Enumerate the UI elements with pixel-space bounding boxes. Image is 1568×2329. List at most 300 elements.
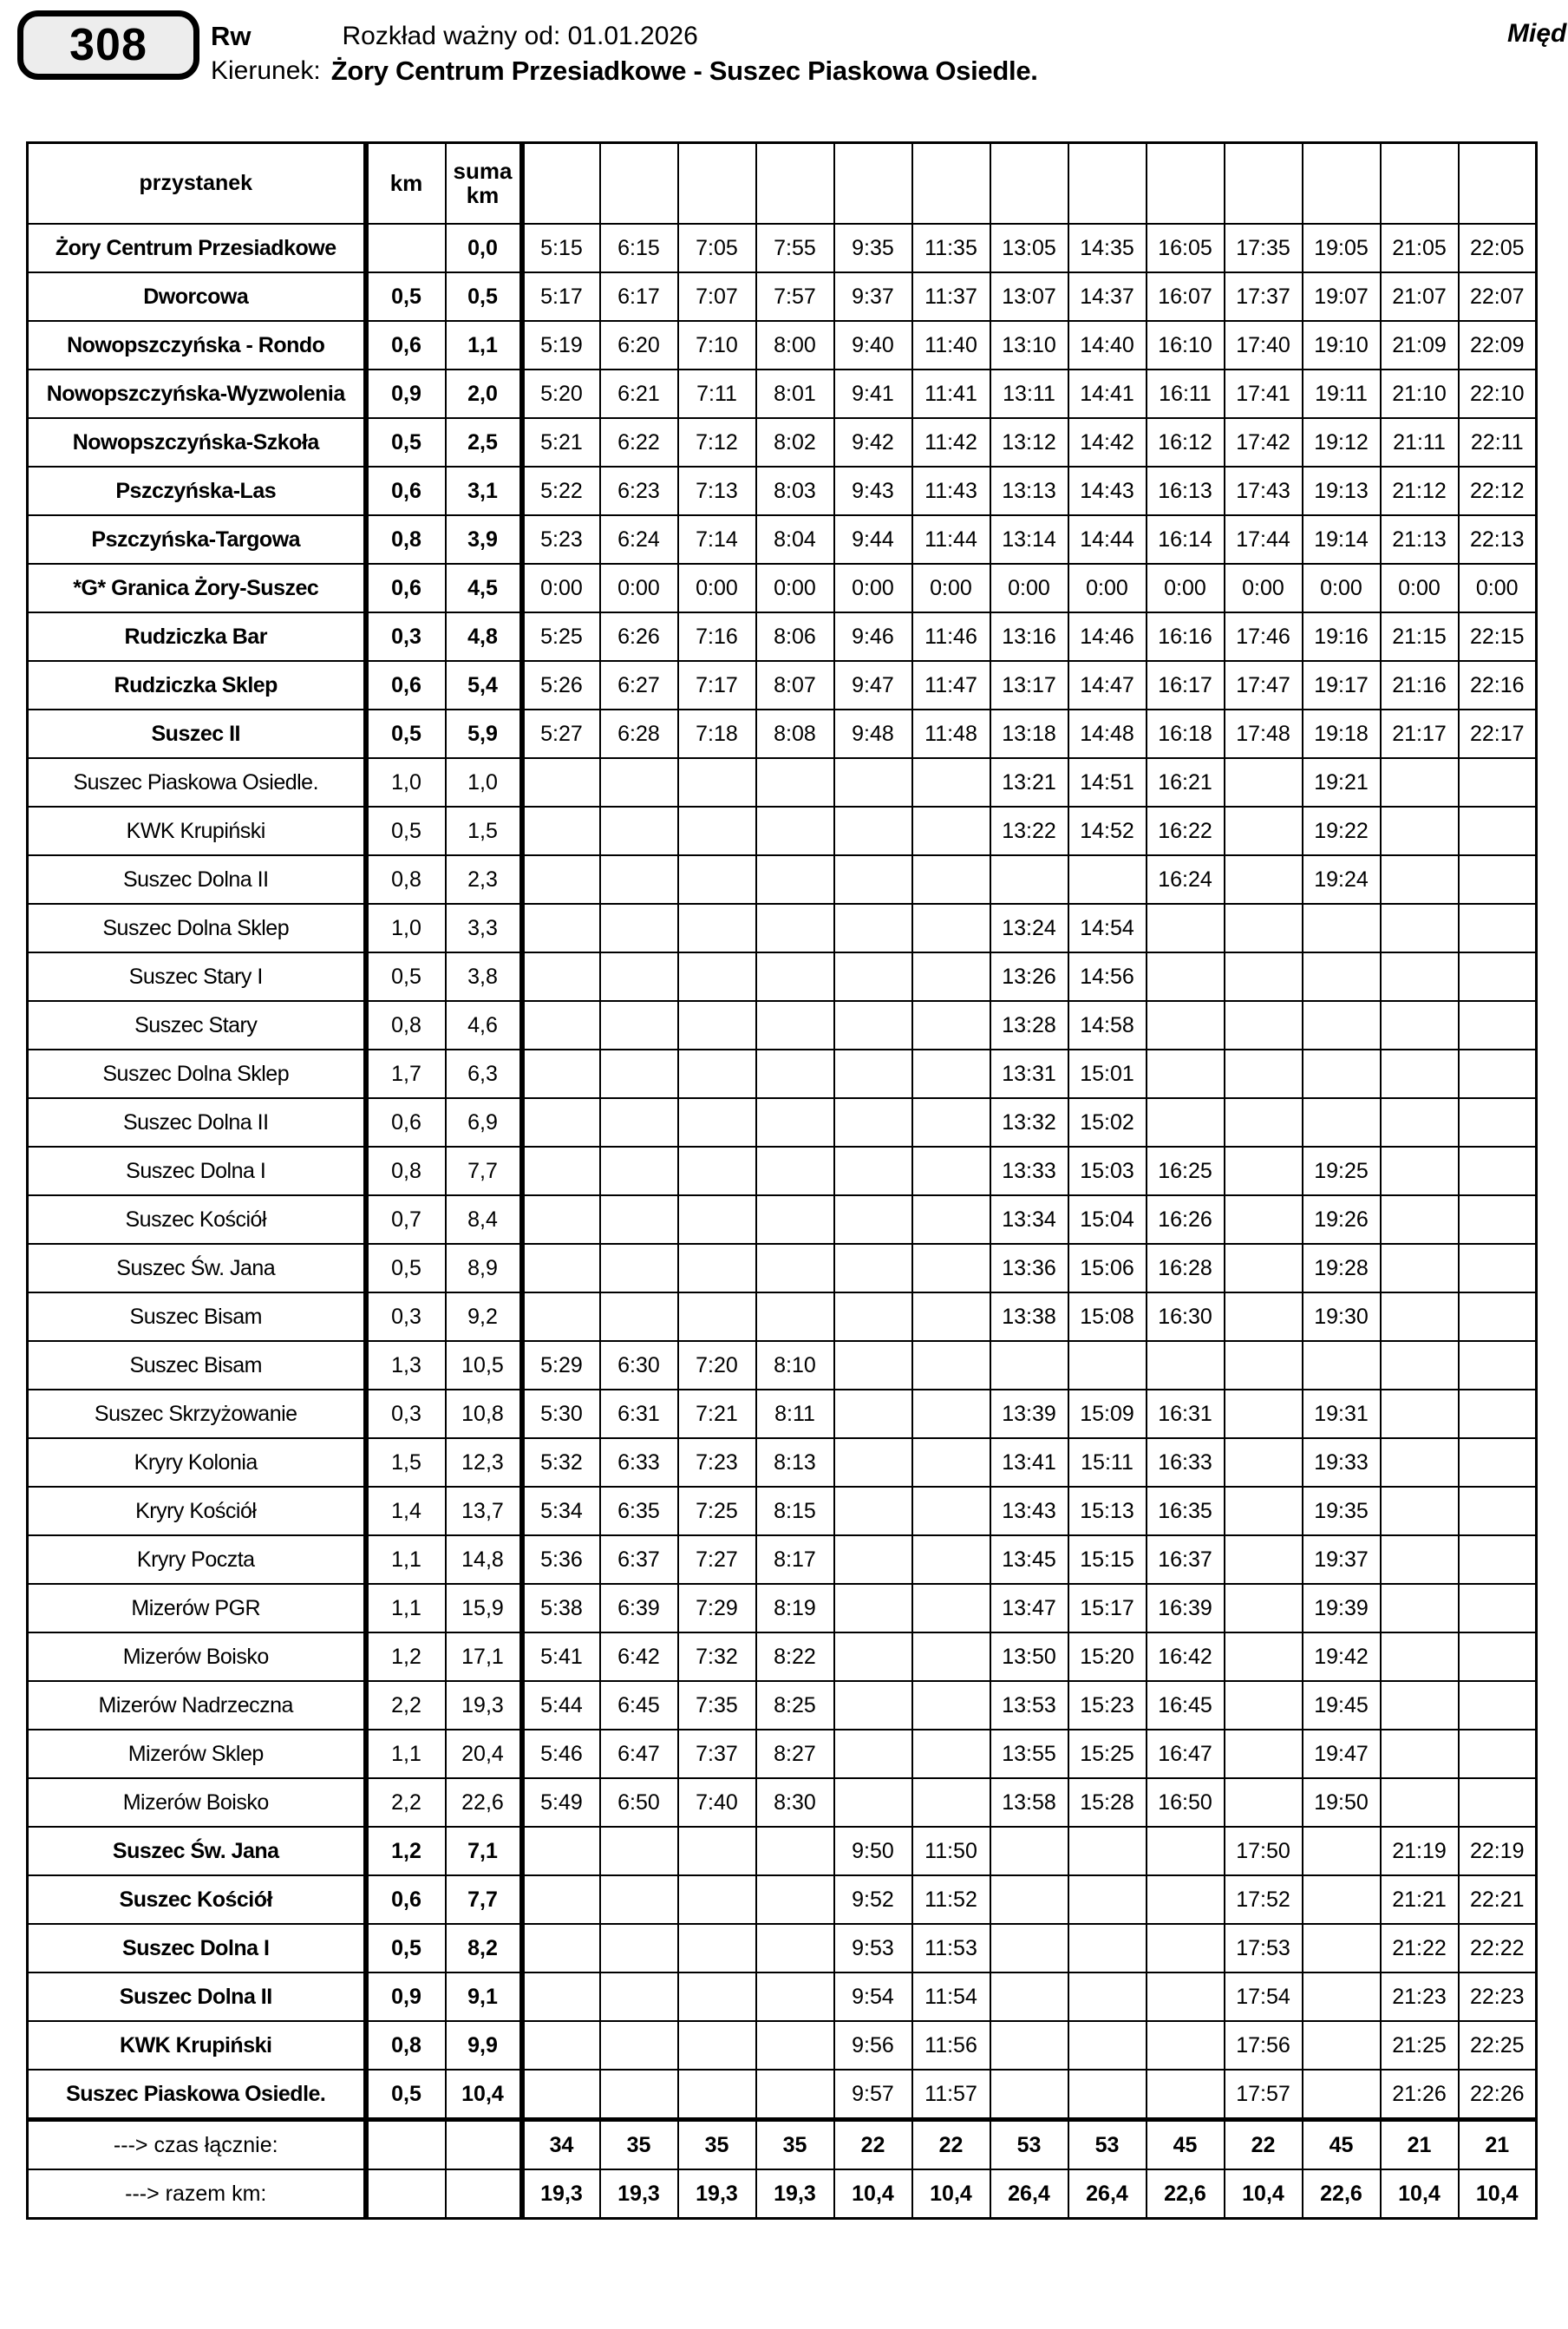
time-cell: 5:34 bbox=[522, 1487, 600, 1535]
table-row bbox=[28, 418, 1537, 467]
time-cell: 5:32 bbox=[522, 1438, 600, 1487]
time-cell bbox=[1381, 1730, 1459, 1778]
time-cell: 13:13 bbox=[990, 467, 1068, 515]
time-cell bbox=[522, 2070, 600, 2120]
header-line-2 bbox=[211, 54, 1038, 88]
time-cell bbox=[1459, 1487, 1537, 1535]
time-cell: 21:15 bbox=[1381, 612, 1459, 661]
time-cell: 11:41 bbox=[912, 370, 990, 418]
time-cell: 14:41 bbox=[1068, 370, 1147, 418]
table-row bbox=[28, 1681, 1537, 1730]
table-row bbox=[28, 1098, 1537, 1147]
km-cell: 0,8 bbox=[366, 515, 446, 564]
footer-label-cell: ---> razem km: bbox=[28, 2169, 366, 2219]
time-cell: 9:41 bbox=[834, 370, 912, 418]
time-cell bbox=[1225, 1341, 1303, 1390]
time-cell bbox=[1303, 1875, 1381, 1924]
time-cell: 0:00 bbox=[1459, 564, 1537, 612]
time-cell bbox=[912, 1730, 990, 1778]
stop-name-cell: Suszec II bbox=[28, 710, 366, 758]
time-cell: 13:11 bbox=[990, 370, 1068, 418]
time-cell bbox=[1303, 1972, 1381, 2021]
km-cell: 0,8 bbox=[366, 2021, 446, 2070]
time-cell bbox=[678, 1244, 756, 1292]
time-cell bbox=[678, 855, 756, 904]
footer-row-total-km bbox=[28, 2169, 1537, 2219]
time-cell: 0:00 bbox=[1381, 564, 1459, 612]
time-cell bbox=[522, 855, 600, 904]
route-number-badge bbox=[17, 10, 199, 80]
stop-name-cell: Rudziczka Sklep bbox=[28, 661, 366, 710]
table-row bbox=[28, 2070, 1537, 2120]
time-cell: 19:12 bbox=[1303, 418, 1381, 467]
table-row bbox=[28, 1827, 1537, 1875]
time-cell: 16:33 bbox=[1147, 1438, 1225, 1487]
time-cell: 16:14 bbox=[1147, 515, 1225, 564]
footer-empty-suma-cell bbox=[446, 2120, 522, 2170]
table-row bbox=[28, 1341, 1537, 1390]
stop-name-cell: Suszec Dolna II bbox=[28, 855, 366, 904]
stop-name-cell: Mizerów Sklep bbox=[28, 1730, 366, 1778]
time-cell bbox=[1459, 758, 1537, 807]
time-cell: 5:44 bbox=[522, 1681, 600, 1730]
suma-km-cell: 0,0 bbox=[446, 224, 522, 272]
time-cell: 8:30 bbox=[756, 1778, 834, 1827]
time-cell: 9:57 bbox=[834, 2070, 912, 2120]
footer-value-cell: 22 bbox=[1225, 2120, 1303, 2170]
time-cell: 7:40 bbox=[678, 1778, 756, 1827]
stop-name-cell: Żory Centrum Przesiadkowe bbox=[28, 224, 366, 272]
time-cell: 16:50 bbox=[1147, 1778, 1225, 1827]
time-cell: 13:45 bbox=[990, 1535, 1068, 1584]
time-cell bbox=[912, 1341, 990, 1390]
time-cell bbox=[600, 2021, 678, 2070]
time-cell bbox=[1459, 1681, 1537, 1730]
time-cell bbox=[1381, 1390, 1459, 1438]
time-cell: 13:21 bbox=[990, 758, 1068, 807]
time-cell bbox=[834, 1535, 912, 1584]
time-cell bbox=[756, 1098, 834, 1147]
stop-name-cell: Mizerów Boisko bbox=[28, 1778, 366, 1827]
time-cell bbox=[1381, 758, 1459, 807]
time-cell: 0:00 bbox=[522, 564, 600, 612]
time-cell: 16:42 bbox=[1147, 1632, 1225, 1681]
time-cell bbox=[522, 1924, 600, 1972]
stop-name-cell: Nowopszczyńska-Szkoła bbox=[28, 418, 366, 467]
footer-value-cell: 19,3 bbox=[756, 2169, 834, 2219]
time-cell bbox=[1459, 855, 1537, 904]
time-cell: 8:27 bbox=[756, 1730, 834, 1778]
time-cell bbox=[1147, 1924, 1225, 1972]
time-cell: 14:43 bbox=[1068, 467, 1147, 515]
time-cell bbox=[1303, 1341, 1381, 1390]
km-cell: 1,1 bbox=[366, 1584, 446, 1632]
time-cell bbox=[1225, 1244, 1303, 1292]
suma-km-cell: 5,9 bbox=[446, 710, 522, 758]
time-cell bbox=[678, 1875, 756, 1924]
suma-km-cell: 15,9 bbox=[446, 1584, 522, 1632]
time-cell: 17:46 bbox=[1225, 612, 1303, 661]
suma-km-cell: 4,6 bbox=[446, 1001, 522, 1050]
suma-km-cell: 12,3 bbox=[446, 1438, 522, 1487]
km-cell: 0,5 bbox=[366, 2070, 446, 2120]
stop-name-cell: KWK Krupiński bbox=[28, 2021, 366, 2070]
time-cell bbox=[1147, 1972, 1225, 2021]
time-cell bbox=[678, 952, 756, 1001]
time-cell bbox=[1303, 1001, 1381, 1050]
time-cell: 8:11 bbox=[756, 1390, 834, 1438]
time-cell: 13:50 bbox=[990, 1632, 1068, 1681]
time-cell bbox=[600, 904, 678, 952]
time-cell: 14:56 bbox=[1068, 952, 1147, 1001]
time-cell bbox=[990, 1875, 1068, 1924]
col-header-time-7 bbox=[990, 143, 1068, 225]
time-cell bbox=[1459, 1244, 1537, 1292]
time-cell: 11:37 bbox=[912, 272, 990, 321]
table-row bbox=[28, 1778, 1537, 1827]
time-cell bbox=[912, 1632, 990, 1681]
time-cell: 5:20 bbox=[522, 370, 600, 418]
time-cell: 13:43 bbox=[990, 1487, 1068, 1535]
km-cell: 2,2 bbox=[366, 1778, 446, 1827]
time-cell: 16:12 bbox=[1147, 418, 1225, 467]
time-cell: 17:52 bbox=[1225, 1875, 1303, 1924]
time-cell: 19:11 bbox=[1303, 370, 1381, 418]
time-cell bbox=[678, 2021, 756, 2070]
time-cell: 19:30 bbox=[1303, 1292, 1381, 1341]
time-cell bbox=[1225, 1487, 1303, 1535]
time-cell: 13:38 bbox=[990, 1292, 1068, 1341]
time-cell: 17:50 bbox=[1225, 1827, 1303, 1875]
time-cell bbox=[678, 1827, 756, 1875]
time-cell bbox=[1068, 1972, 1147, 2021]
time-cell: 14:35 bbox=[1068, 224, 1147, 272]
time-cell: 19:45 bbox=[1303, 1681, 1381, 1730]
suma-km-cell: 19,3 bbox=[446, 1681, 522, 1730]
time-cell: 15:28 bbox=[1068, 1778, 1147, 1827]
time-cell: 13:18 bbox=[990, 710, 1068, 758]
time-cell: 8:13 bbox=[756, 1438, 834, 1487]
time-cell bbox=[678, 1972, 756, 2021]
time-cell: 8:25 bbox=[756, 1681, 834, 1730]
stop-name-cell: Suszec Dolna II bbox=[28, 1972, 366, 2021]
time-cell: 16:30 bbox=[1147, 1292, 1225, 1341]
time-cell bbox=[756, 1924, 834, 1972]
time-cell: 14:48 bbox=[1068, 710, 1147, 758]
time-cell: 22:23 bbox=[1459, 1972, 1537, 2021]
km-cell: 1,3 bbox=[366, 1341, 446, 1390]
km-cell: 0,6 bbox=[366, 1098, 446, 1147]
time-cell: 13:24 bbox=[990, 904, 1068, 952]
footer-value-cell: 10,4 bbox=[912, 2169, 990, 2219]
col-header-time-2 bbox=[600, 143, 678, 225]
time-cell bbox=[1147, 1875, 1225, 1924]
time-cell: 11:47 bbox=[912, 661, 990, 710]
col-header-stop: przystanek bbox=[28, 143, 366, 225]
time-cell: 5:25 bbox=[522, 612, 600, 661]
suma-km-cell: 10,4 bbox=[446, 2070, 522, 2120]
suma-km-cell: 3,8 bbox=[446, 952, 522, 1001]
table-row bbox=[28, 612, 1537, 661]
time-cell: 13:07 bbox=[990, 272, 1068, 321]
time-cell bbox=[1459, 1292, 1537, 1341]
stop-name-cell: Suszec Piaskowa Osiedle. bbox=[28, 2070, 366, 2120]
time-cell bbox=[912, 1681, 990, 1730]
time-cell: 21:10 bbox=[1381, 370, 1459, 418]
time-cell bbox=[912, 1098, 990, 1147]
time-cell: 17:35 bbox=[1225, 224, 1303, 272]
time-cell: 6:42 bbox=[600, 1632, 678, 1681]
stop-name-cell: Kryry Poczta bbox=[28, 1535, 366, 1584]
time-cell bbox=[834, 1778, 912, 1827]
time-cell bbox=[912, 1584, 990, 1632]
km-cell: 0,5 bbox=[366, 418, 446, 467]
time-cell: 15:06 bbox=[1068, 1244, 1147, 1292]
stop-name-cell: Suszec Kościół bbox=[28, 1875, 366, 1924]
stop-name-cell: Suszec Stary I bbox=[28, 952, 366, 1001]
time-cell: 11:54 bbox=[912, 1972, 990, 2021]
time-cell bbox=[1381, 855, 1459, 904]
time-cell: 9:44 bbox=[834, 515, 912, 564]
time-cell bbox=[1225, 1050, 1303, 1098]
time-cell: 14:54 bbox=[1068, 904, 1147, 952]
table-row bbox=[28, 1972, 1537, 2021]
time-cell: 21:25 bbox=[1381, 2021, 1459, 2070]
time-cell bbox=[1303, 2070, 1381, 2120]
time-cell: 0:00 bbox=[678, 564, 756, 612]
footer-value-cell: 35 bbox=[756, 2120, 834, 2170]
time-cell bbox=[912, 1147, 990, 1195]
time-cell bbox=[1225, 1098, 1303, 1147]
direction-label: Kierunek: bbox=[211, 56, 321, 85]
stop-name-cell: Rudziczka Bar bbox=[28, 612, 366, 661]
time-cell bbox=[756, 1195, 834, 1244]
time-cell: 16:16 bbox=[1147, 612, 1225, 661]
time-cell bbox=[756, 1001, 834, 1050]
time-cell: 15:20 bbox=[1068, 1632, 1147, 1681]
time-cell: 19:35 bbox=[1303, 1487, 1381, 1535]
time-cell: 13:53 bbox=[990, 1681, 1068, 1730]
time-cell: 7:20 bbox=[678, 1341, 756, 1390]
time-cell bbox=[600, 2070, 678, 2120]
table-row bbox=[28, 661, 1537, 710]
col-header-time-8 bbox=[1068, 143, 1147, 225]
time-cell: 16:39 bbox=[1147, 1584, 1225, 1632]
suma-km-cell: 20,4 bbox=[446, 1730, 522, 1778]
time-cell bbox=[1459, 1341, 1537, 1390]
time-cell: 8:01 bbox=[756, 370, 834, 418]
time-cell bbox=[1459, 1098, 1537, 1147]
time-cell: 21:26 bbox=[1381, 2070, 1459, 2120]
time-cell: 13:31 bbox=[990, 1050, 1068, 1098]
time-cell: 19:18 bbox=[1303, 710, 1381, 758]
time-cell bbox=[600, 855, 678, 904]
time-cell: 19:47 bbox=[1303, 1730, 1381, 1778]
time-cell bbox=[600, 1147, 678, 1195]
col-header-km: km bbox=[366, 143, 446, 225]
time-cell: 9:50 bbox=[834, 1827, 912, 1875]
suma-km-cell: 4,5 bbox=[446, 564, 522, 612]
time-cell bbox=[678, 1001, 756, 1050]
time-cell bbox=[1225, 1438, 1303, 1487]
time-cell: 5:30 bbox=[522, 1390, 600, 1438]
time-cell bbox=[600, 1924, 678, 1972]
table-row bbox=[28, 1924, 1537, 1972]
time-cell: 17:57 bbox=[1225, 2070, 1303, 2120]
time-cell: 22:19 bbox=[1459, 1827, 1537, 1875]
time-cell bbox=[990, 855, 1068, 904]
time-cell bbox=[522, 1875, 600, 1924]
footer-value-cell: 22 bbox=[912, 2120, 990, 2170]
time-cell: 14:37 bbox=[1068, 272, 1147, 321]
footer-empty-km-cell bbox=[366, 2120, 446, 2170]
time-cell: 6:17 bbox=[600, 272, 678, 321]
time-cell bbox=[990, 1972, 1068, 2021]
time-cell bbox=[522, 1827, 600, 1875]
time-cell: 19:05 bbox=[1303, 224, 1381, 272]
time-cell: 11:48 bbox=[912, 710, 990, 758]
time-cell: 13:33 bbox=[990, 1147, 1068, 1195]
time-cell: 5:36 bbox=[522, 1535, 600, 1584]
time-cell bbox=[1459, 1147, 1537, 1195]
time-cell: 14:47 bbox=[1068, 661, 1147, 710]
time-cell: 9:42 bbox=[834, 418, 912, 467]
time-cell bbox=[912, 1390, 990, 1438]
km-cell: 2,2 bbox=[366, 1681, 446, 1730]
time-cell: 8:22 bbox=[756, 1632, 834, 1681]
time-cell bbox=[1459, 1438, 1537, 1487]
time-cell bbox=[1147, 1050, 1225, 1098]
km-cell: 0,7 bbox=[366, 1195, 446, 1244]
time-cell bbox=[1225, 952, 1303, 1001]
time-cell: 17:56 bbox=[1225, 2021, 1303, 2070]
suma-km-cell: 2,3 bbox=[446, 855, 522, 904]
time-cell bbox=[1147, 2070, 1225, 2120]
table-row bbox=[28, 855, 1537, 904]
time-cell: 15:17 bbox=[1068, 1584, 1147, 1632]
footer-value-cell: 22,6 bbox=[1147, 2169, 1225, 2219]
time-cell bbox=[1381, 1292, 1459, 1341]
time-cell bbox=[1225, 1147, 1303, 1195]
time-cell: 5:29 bbox=[522, 1341, 600, 1390]
time-cell bbox=[1147, 1098, 1225, 1147]
time-cell: 13:34 bbox=[990, 1195, 1068, 1244]
stop-name-cell: Suszec Bisam bbox=[28, 1341, 366, 1390]
time-cell: 6:28 bbox=[600, 710, 678, 758]
km-cell: 1,4 bbox=[366, 1487, 446, 1535]
time-cell: 6:30 bbox=[600, 1341, 678, 1390]
time-cell: 21:17 bbox=[1381, 710, 1459, 758]
km-cell: 1,2 bbox=[366, 1632, 446, 1681]
time-cell bbox=[834, 1147, 912, 1195]
time-cell bbox=[912, 1487, 990, 1535]
time-cell bbox=[1147, 1827, 1225, 1875]
header-line-1 bbox=[211, 19, 698, 54]
km-cell: 0,3 bbox=[366, 1292, 446, 1341]
time-cell: 5:17 bbox=[522, 272, 600, 321]
km-cell: 0,5 bbox=[366, 807, 446, 855]
time-cell bbox=[756, 904, 834, 952]
km-cell: 0,6 bbox=[366, 321, 446, 370]
stop-name-cell: Suszec Kościół bbox=[28, 1195, 366, 1244]
time-cell bbox=[522, 1147, 600, 1195]
time-cell bbox=[912, 1195, 990, 1244]
time-cell bbox=[1068, 855, 1147, 904]
time-cell: 6:20 bbox=[600, 321, 678, 370]
time-cell bbox=[1068, 1827, 1147, 1875]
time-cell bbox=[1381, 1584, 1459, 1632]
km-cell: 1,0 bbox=[366, 758, 446, 807]
time-cell: 8:06 bbox=[756, 612, 834, 661]
time-cell bbox=[912, 904, 990, 952]
time-cell: 7:16 bbox=[678, 612, 756, 661]
time-cell: 21:12 bbox=[1381, 467, 1459, 515]
time-cell: 19:24 bbox=[1303, 855, 1381, 904]
time-cell: 11:44 bbox=[912, 515, 990, 564]
time-cell bbox=[1225, 1195, 1303, 1244]
time-cell: 0:00 bbox=[990, 564, 1068, 612]
time-cell bbox=[990, 1341, 1068, 1390]
time-cell bbox=[1147, 904, 1225, 952]
time-cell bbox=[600, 952, 678, 1001]
time-cell bbox=[678, 1098, 756, 1147]
col-header-time-13 bbox=[1459, 143, 1537, 225]
time-cell bbox=[1225, 1730, 1303, 1778]
time-cell: 16:45 bbox=[1147, 1681, 1225, 1730]
km-cell: 0,9 bbox=[366, 1972, 446, 2021]
time-cell: 5:23 bbox=[522, 515, 600, 564]
validity-text: Rozkład ważny od: 01.01.2026 bbox=[342, 22, 698, 50]
time-cell bbox=[678, 807, 756, 855]
direction-text: Żory Centrum Przesiadkowe - Suszec Piaskowa Osiedle. bbox=[330, 56, 1038, 86]
km-cell: 0,8 bbox=[366, 1147, 446, 1195]
footer-value-cell: 21 bbox=[1459, 2120, 1537, 2170]
time-cell bbox=[600, 758, 678, 807]
time-cell bbox=[756, 952, 834, 1001]
time-cell: 7:18 bbox=[678, 710, 756, 758]
time-cell: 7:07 bbox=[678, 272, 756, 321]
time-cell: 16:18 bbox=[1147, 710, 1225, 758]
time-cell: 19:14 bbox=[1303, 515, 1381, 564]
col-header-time-3 bbox=[678, 143, 756, 225]
time-cell bbox=[756, 758, 834, 807]
time-cell: 11:50 bbox=[912, 1827, 990, 1875]
time-cell: 22:09 bbox=[1459, 321, 1537, 370]
km-cell: 0,5 bbox=[366, 272, 446, 321]
time-cell bbox=[1459, 1535, 1537, 1584]
time-cell: 14:58 bbox=[1068, 1001, 1147, 1050]
time-cell bbox=[1381, 807, 1459, 855]
time-cell: 13:58 bbox=[990, 1778, 1068, 1827]
time-cell bbox=[834, 1050, 912, 1098]
suma-km-cell: 2,0 bbox=[446, 370, 522, 418]
suma-km-cell: 1,1 bbox=[446, 321, 522, 370]
time-cell bbox=[1303, 952, 1381, 1001]
time-cell: 22:05 bbox=[1459, 224, 1537, 272]
time-cell bbox=[600, 1972, 678, 2021]
km-cell: 0,8 bbox=[366, 855, 446, 904]
time-cell: 21:11 bbox=[1381, 418, 1459, 467]
timetable bbox=[26, 141, 1538, 2220]
suma-km-cell: 0,5 bbox=[446, 272, 522, 321]
time-cell bbox=[1225, 1390, 1303, 1438]
table-row bbox=[28, 370, 1537, 418]
time-cell bbox=[912, 1438, 990, 1487]
table-row bbox=[28, 1584, 1537, 1632]
time-cell: 15:11 bbox=[1068, 1438, 1147, 1487]
time-cell: 13:17 bbox=[990, 661, 1068, 710]
suma-km-cell: 7,1 bbox=[446, 1827, 522, 1875]
